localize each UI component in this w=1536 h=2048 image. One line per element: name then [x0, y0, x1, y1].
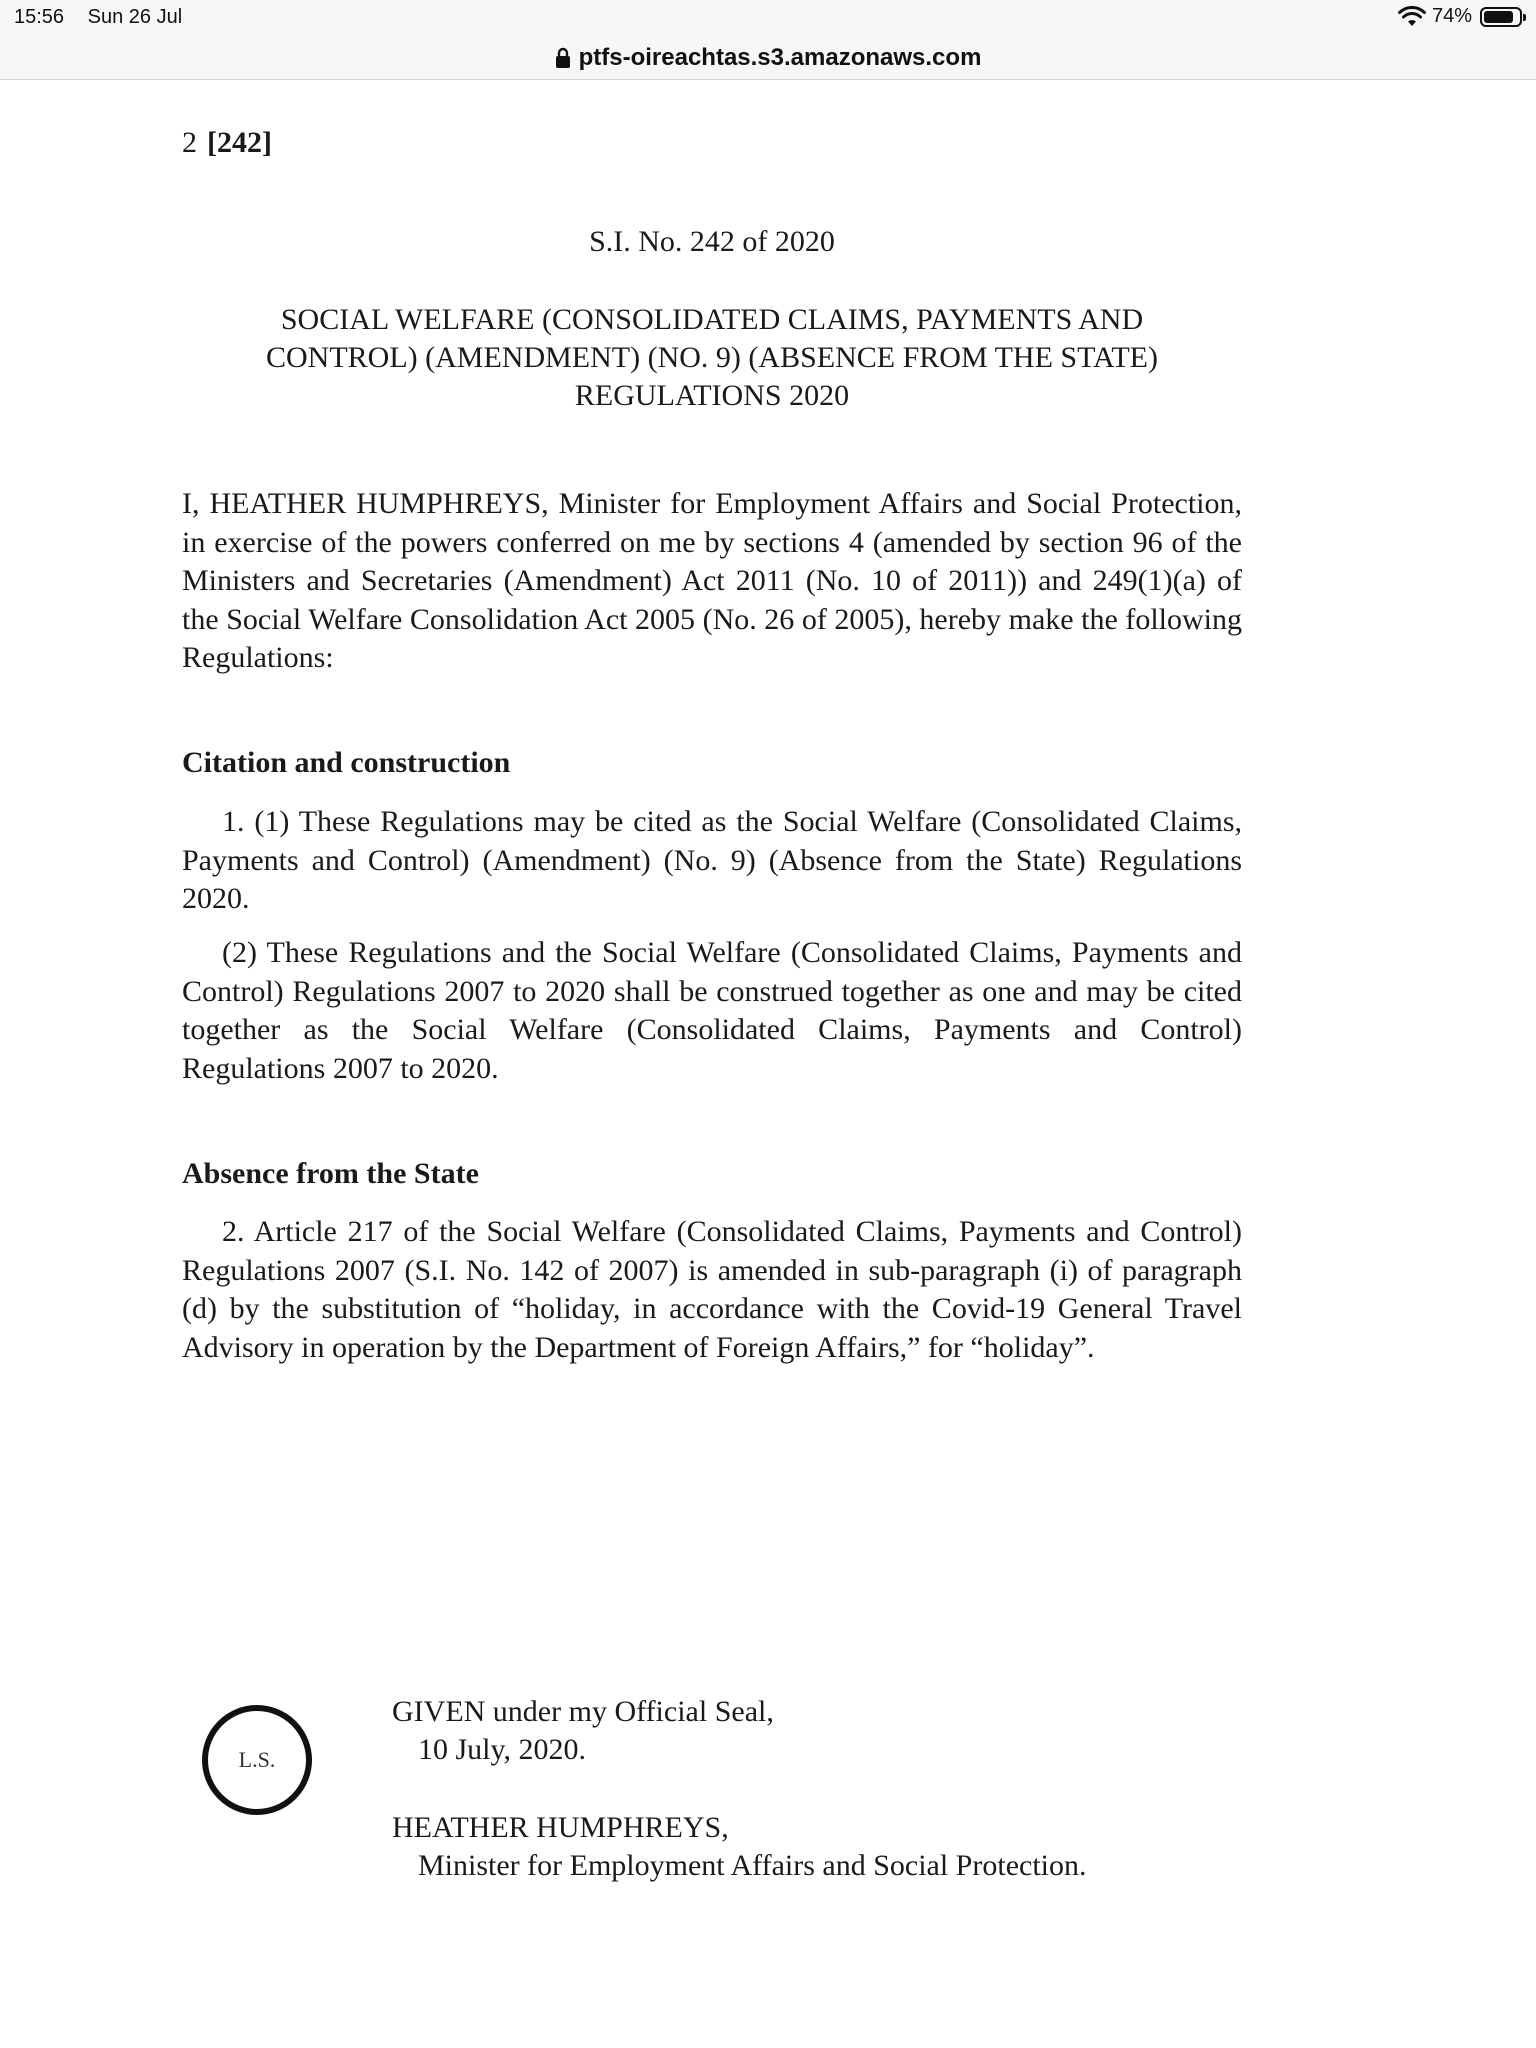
si-number: S.I. No. 242 of 2020 [589, 225, 835, 258]
paragraph-2: 2. Article 217 of the Social Welfare (Consolidated Claims, Payments and Control) Regulations 2007 (S.I. No. 142 of 2007) is amended in sub-paragraph (i) of paragraph (d) by the substitution of “holiday, in accordance with the Covid-19 General Travel Advisory in operation by the Department of Foreign Affairs,” for “holiday”. [182, 1215, 1242, 1364]
signatory-title: Minister for Employment Affairs and Social Protection. [418, 1849, 1087, 1882]
given-block [392, 1693, 774, 1769]
battery-percentage: 74% [1431, 5, 1472, 27]
status-date: Sun 26 Jul [87, 6, 183, 28]
wifi-icon [1398, 6, 1426, 28]
signatory-name: HEATHER HUMPHREYS, [392, 1811, 729, 1844]
status-bar [0, 0, 1536, 36]
title-line: CONTROL) (AMENDMENT) (NO. 9) (ABSENCE FROM THE STATE) [265, 341, 1158, 374]
page-header [182, 126, 272, 160]
url-text: ptfs-oireachtas.s3.amazonaws.com [578, 43, 982, 71]
address-bar[interactable] [0, 36, 1536, 80]
document-page [0, 81, 1536, 2048]
given-date: 10 July, 2020. [418, 1733, 587, 1766]
page-number: 2 [182, 126, 197, 159]
si-reference: [242] [207, 126, 272, 159]
status-right [1398, 5, 1522, 28]
status-time: 15:56 [14, 6, 65, 28]
given-line: GIVEN under my Official Seal, [392, 1695, 774, 1728]
signatory-block [392, 1809, 1087, 1885]
paragraph-1-2: (2) These Regulations and the Social Welfare (Consolidated Claims, Payments and Control) Regulations 2007 to 2020 shall be construed together as one and may be cited together as the Social Welfare (Consolidated Claims, Payments and Control) Regulations 2007 to 2020. [182, 936, 1242, 1085]
title-line: SOCIAL WELFARE (CONSOLIDATED CLAIMS, PAYMENTS AND [280, 303, 1144, 336]
document-title [182, 301, 1242, 415]
title-line: REGULATIONS 2020 [574, 379, 850, 412]
section-heading-citation: Citation and construction [182, 746, 511, 779]
preamble: I, HEATHER HUMPHREYS, Minister for Employment Affairs and Social Protection, in exercise of the powers conferred on me by sections 4 (amended by section 96 of the Ministers and Secretaries (Amendment) Act 2011 (No. 10 of 2011)) and 249(1)(a) of the Social Welfare Consolidation Act 2005 (No. 26 of 2005), hereby make the following Regulations: [182, 487, 1242, 674]
status-left [14, 6, 200, 29]
paragraph-1-1: 1. (1) These Regulations may be cited as the Social Welfare (Consolidated Claims, Payments and Control) (Amendment) (No. 9) (Absence from the State) Regulations 2020. [182, 805, 1242, 915]
lock-icon [555, 47, 571, 69]
official-seal [202, 1705, 312, 1815]
seal-text: L.S. [238, 1747, 276, 1772]
battery-icon [1480, 7, 1522, 27]
section-heading-absence: Absence from the State [182, 1157, 479, 1190]
